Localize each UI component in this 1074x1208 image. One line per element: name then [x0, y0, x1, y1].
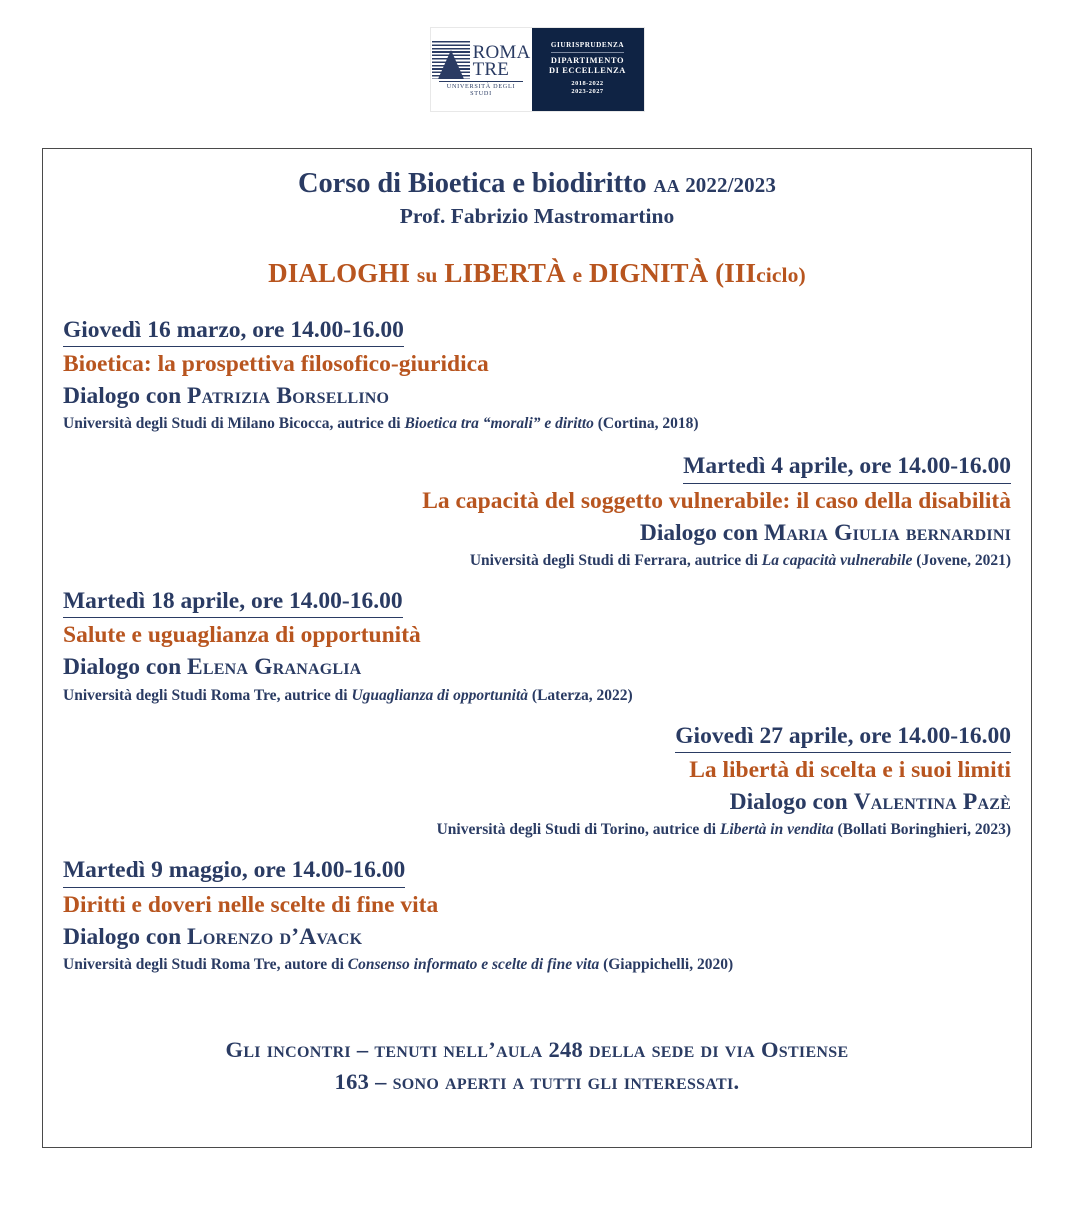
academic-year-prefix: AA — [653, 176, 680, 196]
affiliation-text: Università degli Studi di Milano Bicocca, autrice di — [63, 415, 401, 433]
event-speaker-name: Lorenzo d’Avack — [187, 923, 363, 950]
roma-tre-department-logo — [431, 28, 644, 111]
event-item — [63, 855, 1011, 976]
event-affiliation — [63, 550, 1011, 572]
publication-info: (Jovene, 2021) — [916, 552, 1011, 570]
roma-tre-arch-icon — [432, 41, 470, 79]
excellence-period-1: 2018-2022 — [571, 79, 604, 87]
event-affiliation — [63, 819, 1011, 841]
logo-tre-text: TRE — [472, 59, 510, 81]
series-title-cycle-word: ciclo) — [756, 262, 806, 287]
event-speaker-line — [63, 518, 1011, 549]
series-title-part-1: DIALOGHI — [268, 257, 410, 288]
series-title-e: e — [572, 262, 583, 287]
affiliation-text: Università degli Studi di Ferrara, autrice di — [469, 552, 758, 570]
roma-tre-university-logo — [431, 28, 532, 111]
page-title — [63, 167, 1011, 202]
event-topic: La libertà di scelta e i suoi limiti — [689, 756, 1011, 783]
logo-university-tagline: UNIVERSITÀ DEGLI STUDI — [439, 81, 523, 98]
event-speaker-name: Valentina Pazè — [853, 788, 1011, 815]
series-title-su: su — [416, 262, 438, 287]
event-speaker-line — [63, 922, 1011, 953]
publication-info: (Giappichelli, 2020) — [603, 956, 734, 974]
event-speaker-name: Elena Granaglia — [187, 654, 362, 681]
logo-band — [0, 0, 1074, 148]
department-excellence-panel — [532, 28, 644, 111]
event-speaker-name: Maria Giulia bernardini — [763, 519, 1011, 546]
event-item — [63, 586, 1011, 707]
event-separator — [63, 435, 1011, 451]
event-item — [63, 721, 1011, 842]
events-list — [63, 315, 1011, 976]
book-title: Uguaglianza di opportunità — [351, 686, 529, 704]
footer-note — [63, 1034, 1011, 1098]
publication-info: (Bollati Boringhieri, 2023) — [837, 821, 1011, 839]
academic-year-value: 2022/2023 — [685, 173, 776, 197]
affiliation-text: Università degli Studi Roma Tre, autrice di — [63, 686, 348, 704]
event-affiliation — [63, 413, 1011, 435]
event-affiliation — [63, 954, 1011, 976]
event-date: Martedì 9 maggio, ore 14.00-16.00 — [63, 855, 405, 887]
book-title: La capacità vulnerabile — [761, 552, 913, 570]
dialogue-prefix: Dialogo con — [639, 519, 759, 546]
event-speaker-line — [63, 787, 1011, 818]
book-title: Libertà in vendita — [719, 821, 834, 839]
academic-year — [654, 173, 776, 197]
dialogue-prefix: Dialogo con — [63, 654, 182, 681]
event-date: Giovedì 16 marzo, ore 14.00-16.00 — [63, 315, 404, 347]
event-topic: Diritti e doveri nelle scelte di fine vita — [63, 891, 439, 918]
event-date: Martedì 4 aprile, ore 14.00-16.00 — [683, 451, 1011, 483]
affiliation-text: Università degli Studi Roma Tre, autore di — [63, 956, 344, 974]
professor-name: Prof. Fabrizio Mastromartino — [399, 203, 675, 228]
publication-info: (Cortina, 2018) — [597, 415, 699, 433]
publication-info: (Laterza, 2022) — [531, 686, 633, 704]
series-title-part-3: DIGNITÀ — [589, 257, 709, 288]
poster-frame — [42, 148, 1032, 1148]
book-title: Consenso informato e scelte di fine vita — [347, 956, 600, 974]
series-title — [63, 258, 1011, 289]
event-date: Martedì 18 aprile, ore 14.00-16.00 — [63, 586, 403, 618]
affiliation-text: Università degli Studi di Torino, autrice di — [436, 821, 717, 839]
event-affiliation — [63, 685, 1011, 707]
book-title: Bioetica tra “morali” e diritto — [404, 415, 594, 433]
dialogue-prefix: Dialogo con — [63, 923, 182, 950]
event-topic: Salute e uguaglianza di opportunità — [63, 622, 421, 649]
event-item — [63, 315, 1011, 436]
event-speaker-line — [63, 381, 1011, 412]
event-speaker-name: Patrizia Borsellino — [187, 382, 390, 409]
logo-roma-text: ROMA — [472, 41, 531, 63]
series-title-cycle-number: (III — [715, 257, 757, 288]
excellence-line-2: DI ECCELLENZA — [549, 65, 626, 75]
series-title-part-2: LIBERTÀ — [444, 257, 566, 288]
dialogue-prefix: Dialogo con — [729, 788, 848, 815]
event-separator — [63, 707, 1011, 721]
event-speaker-line — [63, 652, 1011, 683]
event-separator — [63, 841, 1011, 855]
excellence-periods — [571, 80, 603, 97]
department-name: GIURISPRUDENZA — [551, 41, 624, 53]
event-item — [63, 451, 1011, 572]
event-date: Giovedì 27 aprile, ore 14.00-16.00 — [675, 721, 1011, 753]
excellence-label — [549, 56, 626, 76]
event-topic: Bioetica: la prospettiva filosofico-giuridica — [63, 350, 489, 377]
course-title-text: Corso di Bioetica e biodiritto — [298, 168, 647, 199]
footer-line-2: 163 – sono aperti a tutti gli interessati. — [334, 1069, 740, 1095]
event-separator — [63, 572, 1011, 586]
excellence-line-1: DIPARTIMENTO — [550, 55, 625, 65]
event-topic: La capacità del soggetto vulnerabile: il caso della disabilità — [422, 487, 1011, 514]
excellence-period-2: 2023-2027 — [571, 88, 604, 96]
footer-line-1: Gli incontri – tenuti nell’aula 248 della sede di via Ostiense — [225, 1037, 849, 1063]
dialogue-prefix: Dialogo con — [63, 382, 182, 409]
